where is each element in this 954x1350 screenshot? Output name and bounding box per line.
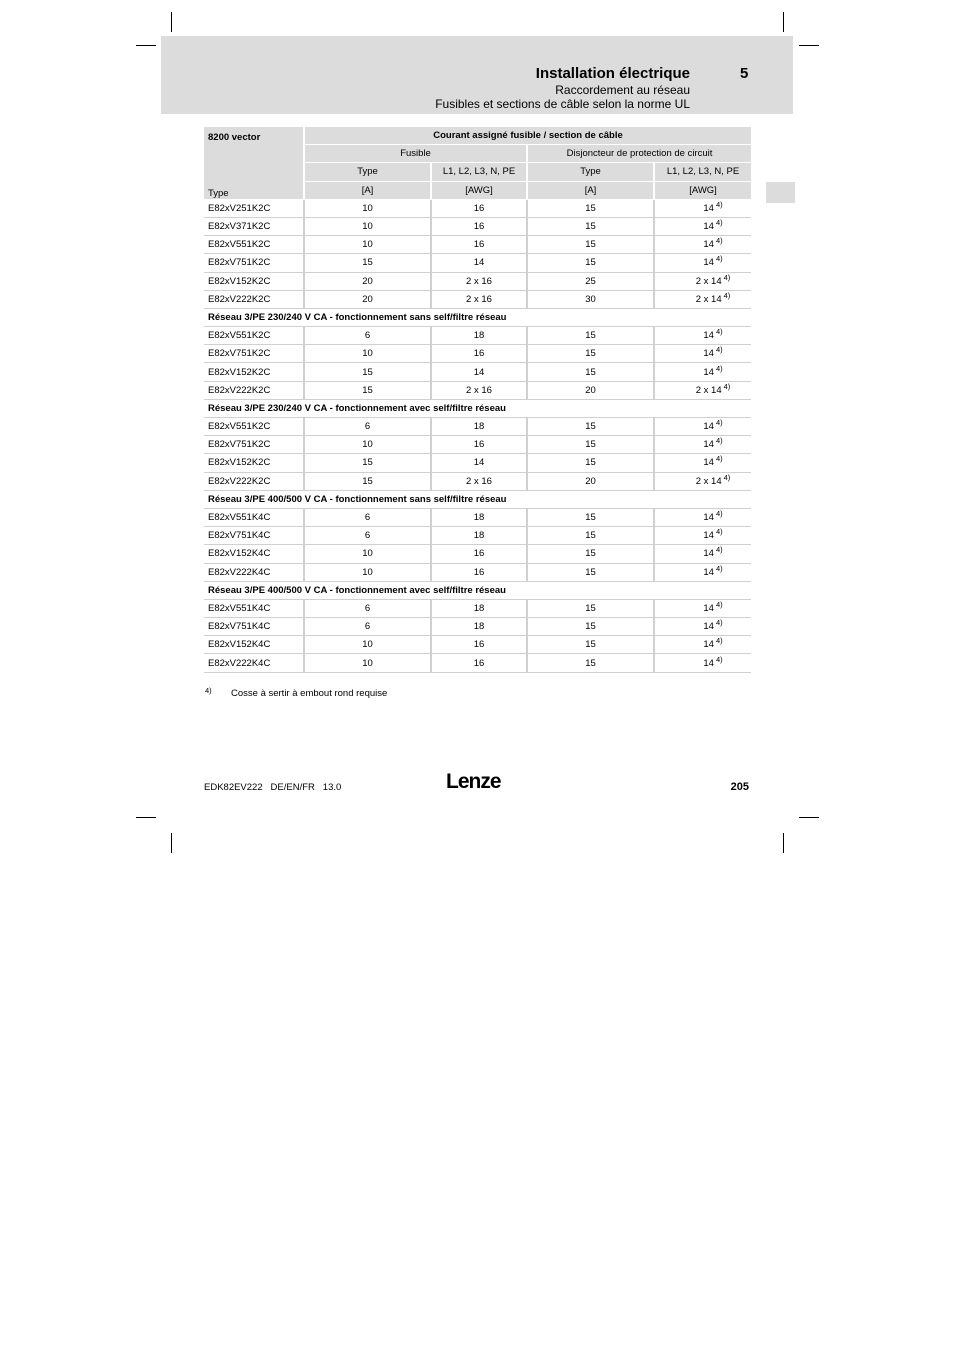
- table-cell: [654, 654, 751, 672]
- table-row: [204, 272, 751, 290]
- footnote-ref: 4): [715, 345, 723, 355]
- section-title: Réseau 3/PE 230/240 V CA - fonctionnement sans self/filtre réseau: [204, 308, 751, 326]
- table-cell: 15: [527, 563, 654, 581]
- awg-value: [703, 636, 723, 651]
- table-row: [204, 563, 751, 581]
- awg-value: [703, 509, 723, 524]
- table-cell: E82xV551K4C: [204, 599, 304, 617]
- cell-value: 14: [703, 366, 714, 378]
- table-cell: E82xV751K4C: [204, 618, 304, 636]
- table-row: [204, 508, 751, 526]
- table-row: [204, 472, 751, 490]
- table-row: [204, 654, 751, 672]
- table-cell: 18: [431, 508, 527, 526]
- table-cell: 10: [304, 236, 431, 254]
- table-cell: 18: [431, 599, 527, 617]
- table-cell: 10: [304, 654, 431, 672]
- table-cell: 10: [304, 436, 431, 454]
- header-main: Courant assigné fusible / section de câble: [304, 127, 751, 145]
- crop-mark: [783, 12, 784, 32]
- awg-value: [695, 472, 731, 487]
- awg-value: [695, 272, 731, 287]
- table-cell: 30: [527, 290, 654, 308]
- cell-value: 14: [703, 457, 714, 469]
- awg-value: [703, 599, 723, 614]
- table-cell: 15: [527, 545, 654, 563]
- table-cell: 16: [431, 563, 527, 581]
- section-title: Réseau 3/PE 400/500 V CA - fonctionnement avec self/filtre réseau: [204, 581, 751, 599]
- footnote-ref: 4): [715, 199, 723, 209]
- awg-value: [703, 199, 723, 214]
- table-row: [204, 545, 751, 563]
- section-title: Réseau 3/PE 230/240 V CA - fonctionnement avec self/filtre réseau: [204, 399, 751, 417]
- table-cell: 25: [527, 272, 654, 290]
- table-cell: 14: [431, 363, 527, 381]
- table-cell: 15: [304, 454, 431, 472]
- header-unit: [AWG]: [431, 181, 527, 199]
- table-cell: E82xV551K4C: [204, 508, 304, 526]
- table-cell: 18: [431, 327, 527, 345]
- table-cell: E82xV551K2C: [204, 236, 304, 254]
- page-number: 205: [730, 781, 749, 793]
- table-cell: 15: [304, 254, 431, 272]
- awg-value: [703, 527, 723, 542]
- table-cell: 16: [431, 654, 527, 672]
- table-cell: E82xV152K2C: [204, 454, 304, 472]
- table-cell: 15: [527, 254, 654, 272]
- crop-mark: [799, 45, 819, 46]
- table-cell: [654, 545, 751, 563]
- header-fuse-type: Type: [304, 163, 431, 181]
- table-row: [204, 199, 751, 217]
- table-cell: [654, 636, 751, 654]
- section-subtitle: Fusibles et sections de câble selon la norme UL: [435, 97, 690, 111]
- footnote-ref: 4): [715, 363, 723, 373]
- table-cell: E82xV152K2C: [204, 272, 304, 290]
- table-cell: 16: [431, 236, 527, 254]
- awg-value: [703, 545, 723, 560]
- table-cell: [654, 363, 751, 381]
- table-cell: 15: [527, 345, 654, 363]
- table-cell: [654, 327, 751, 345]
- section-row: [204, 581, 751, 599]
- table-cell: E82xV222K2C: [204, 290, 304, 308]
- table-cell: [654, 472, 751, 490]
- table-cell: 15: [304, 381, 431, 399]
- cell-value: 14: [703, 421, 714, 433]
- table-cell: [654, 254, 751, 272]
- section-row: [204, 399, 751, 417]
- crop-mark: [799, 817, 819, 818]
- table-cell: E82xV152K4C: [204, 636, 304, 654]
- table-cell: [654, 290, 751, 308]
- table-cell: 15: [527, 454, 654, 472]
- chapter-title: Installation électrique: [535, 65, 690, 82]
- table-row: [204, 236, 751, 254]
- table-cell: 15: [527, 236, 654, 254]
- table-cell: 15: [527, 599, 654, 617]
- table-cell: 14: [431, 254, 527, 272]
- table-cell: 2 x 16: [431, 272, 527, 290]
- table-cell: E82xV751K4C: [204, 527, 304, 545]
- table-cell: 6: [304, 599, 431, 617]
- awg-value: [703, 654, 723, 669]
- header-unit: [AWG]: [654, 181, 751, 199]
- table-cell: 18: [431, 527, 527, 545]
- header-breaker-type: Type: [527, 163, 654, 181]
- fuse-cable-table: [204, 127, 751, 673]
- header-fuse: Fusible: [304, 145, 527, 163]
- table-cell: E82xV371K2C: [204, 217, 304, 235]
- table-cell: 10: [304, 345, 431, 363]
- table-cell: [654, 199, 751, 217]
- table-cell: 20: [527, 381, 654, 399]
- footnote-ref: 4): [715, 509, 723, 519]
- awg-value: [703, 454, 723, 469]
- header-breaker-wire: L1, L2, L3, N, PE: [654, 163, 751, 181]
- crop-mark: [171, 12, 172, 32]
- header-unit: [A]: [304, 181, 431, 199]
- awg-value: [703, 254, 723, 269]
- awg-value: [703, 363, 723, 378]
- cell-value: 14: [703, 239, 714, 251]
- section-title: Réseau 3/PE 400/500 V CA - fonctionnement sans self/filtre réseau: [204, 490, 751, 508]
- crop-mark: [136, 45, 156, 46]
- awg-value: [703, 236, 723, 251]
- table-cell: 14: [431, 454, 527, 472]
- awg-value: [695, 381, 731, 396]
- table-row: [204, 599, 751, 617]
- table-cell: [654, 345, 751, 363]
- table-cell: [654, 618, 751, 636]
- table-row: [204, 290, 751, 308]
- footnote-ref: 4): [715, 327, 723, 337]
- header-unit: [A]: [527, 181, 654, 199]
- cell-value: 2 x 14: [695, 275, 722, 287]
- table-cell: 18: [431, 618, 527, 636]
- table-cell: E82xV751K2C: [204, 436, 304, 454]
- table-cell: [654, 508, 751, 526]
- table-cell: 2 x 16: [431, 381, 527, 399]
- awg-value: [703, 327, 723, 342]
- table-cell: E82xV251K2C: [204, 199, 304, 217]
- footnote-ref: 4): [723, 290, 731, 300]
- table-cell: 6: [304, 527, 431, 545]
- table-cell: 10: [304, 199, 431, 217]
- cell-value: 14: [703, 566, 714, 578]
- footnote-ref: 4): [723, 472, 731, 482]
- table-row: [204, 254, 751, 272]
- cell-value: 14: [703, 548, 714, 560]
- cell-value: 14: [703, 639, 714, 651]
- table-cell: 10: [304, 563, 431, 581]
- awg-value: [695, 290, 731, 305]
- table-row: [204, 363, 751, 381]
- footnote-ref: 4): [715, 236, 723, 246]
- table-row: [204, 418, 751, 436]
- table-cell: 20: [304, 272, 431, 290]
- awg-value: [703, 436, 723, 451]
- table-cell: 20: [304, 290, 431, 308]
- table-cell: 2 x 16: [431, 290, 527, 308]
- header-device: [204, 127, 304, 199]
- table-row: [204, 217, 751, 235]
- footnote-ref: 4): [715, 218, 723, 228]
- table-cell: E82xV751K2C: [204, 254, 304, 272]
- table-row: [204, 381, 751, 399]
- table-header-row: [204, 127, 751, 145]
- table-cell: [654, 599, 751, 617]
- chapter-side-tab: [766, 182, 795, 203]
- table-cell: [654, 272, 751, 290]
- table-cell: [654, 217, 751, 235]
- table-cell: 15: [527, 527, 654, 545]
- table-cell: 10: [304, 545, 431, 563]
- table-cell: E82xV152K4C: [204, 545, 304, 563]
- section-row: [204, 308, 751, 326]
- table-cell: 20: [527, 472, 654, 490]
- table-row: [204, 527, 751, 545]
- table-row: [204, 618, 751, 636]
- awg-value: [703, 345, 723, 360]
- footnote-ref: 4): [715, 654, 723, 664]
- footnote-ref: 4): [715, 436, 723, 446]
- table-cell: 10: [304, 636, 431, 654]
- table-cell: [654, 381, 751, 399]
- header-device-label: 8200 vector: [208, 132, 261, 143]
- table-cell: [654, 563, 751, 581]
- header-type-label: Type: [208, 188, 229, 199]
- footnote-text: Cosse à sertir à embout rond requise: [231, 688, 388, 699]
- cell-value: 14: [703, 221, 714, 233]
- table-cell: 2 x 16: [431, 472, 527, 490]
- footnote-ref: 4): [715, 418, 723, 428]
- table-cell: 15: [527, 654, 654, 672]
- table-cell: 18: [431, 418, 527, 436]
- section-row: [204, 490, 751, 508]
- footnote-mark: 4): [205, 686, 212, 695]
- footnote-ref: 4): [715, 454, 723, 464]
- cell-value: 2 x 14: [695, 384, 722, 396]
- table-cell: [654, 454, 751, 472]
- cell-value: 2 x 14: [695, 475, 722, 487]
- table-cell: [654, 236, 751, 254]
- cell-value: 14: [703, 657, 714, 669]
- cell-value: 14: [703, 530, 714, 542]
- table-cell: E82xV751K2C: [204, 345, 304, 363]
- table-cell: 15: [527, 217, 654, 235]
- table-cell: 15: [527, 327, 654, 345]
- table-cell: 6: [304, 508, 431, 526]
- table-cell: 15: [304, 472, 431, 490]
- footnote-ref: 4): [723, 272, 731, 282]
- table-cell: 15: [527, 418, 654, 436]
- awg-value: [703, 418, 723, 433]
- table-cell: E82xV551K2C: [204, 418, 304, 436]
- cell-value: 14: [703, 512, 714, 524]
- footnote-ref: 4): [715, 599, 723, 609]
- footnote-ref: 4): [715, 527, 723, 537]
- header-fuse-wire: L1, L2, L3, N, PE: [431, 163, 527, 181]
- table-cell: 6: [304, 618, 431, 636]
- footnote-ref: 4): [723, 381, 731, 391]
- table-row: [204, 327, 751, 345]
- table-cell: 16: [431, 199, 527, 217]
- footnote-ref: 4): [715, 545, 723, 555]
- table-cell: 15: [527, 636, 654, 654]
- cell-value: 14: [703, 330, 714, 342]
- crop-mark: [136, 817, 156, 818]
- table-cell: 15: [527, 199, 654, 217]
- table-cell: 15: [304, 363, 431, 381]
- footnote-ref: 4): [715, 618, 723, 628]
- cell-value: 14: [703, 257, 714, 269]
- cell-value: 2 x 14: [695, 293, 722, 305]
- table-cell: 16: [431, 345, 527, 363]
- cell-value: 14: [703, 348, 714, 360]
- table-cell: 6: [304, 418, 431, 436]
- cell-value: 14: [703, 439, 714, 451]
- crop-mark: [171, 833, 172, 853]
- table-cell: 10: [304, 217, 431, 235]
- header-breaker: Disjoncteur de protection de circuit: [527, 145, 751, 163]
- table-cell: 16: [431, 636, 527, 654]
- footnote-ref: 4): [715, 563, 723, 573]
- chapter-number: 5: [740, 65, 749, 82]
- table-row: [204, 345, 751, 363]
- cell-value: 14: [703, 602, 714, 614]
- table-cell: [654, 418, 751, 436]
- table-cell: 15: [527, 508, 654, 526]
- table-cell: 15: [527, 436, 654, 454]
- table-cell: [654, 527, 751, 545]
- table-cell: E82xV222K2C: [204, 381, 304, 399]
- table-cell: 15: [527, 363, 654, 381]
- section-subtitle: Raccordement au réseau: [555, 83, 690, 97]
- table-cell: 16: [431, 217, 527, 235]
- footnote-ref: 4): [715, 254, 723, 264]
- table-cell: 16: [431, 545, 527, 563]
- footnote-ref: 4): [715, 636, 723, 646]
- table-cell: 16: [431, 436, 527, 454]
- table-cell: E82xV222K4C: [204, 563, 304, 581]
- table-cell: E82xV222K4C: [204, 654, 304, 672]
- awg-value: [703, 218, 723, 233]
- table-row: [204, 636, 751, 654]
- table-cell: E82xV152K2C: [204, 363, 304, 381]
- table-cell: 15: [527, 618, 654, 636]
- table-cell: E82xV222K2C: [204, 472, 304, 490]
- crop-mark: [783, 833, 784, 853]
- lenze-logo: Lenze: [446, 770, 501, 793]
- awg-value: [703, 563, 723, 578]
- cell-value: 14: [703, 621, 714, 633]
- table-row: [204, 436, 751, 454]
- table-cell: 6: [304, 327, 431, 345]
- table-cell: [654, 436, 751, 454]
- table-row: [204, 454, 751, 472]
- table-cell: E82xV551K2C: [204, 327, 304, 345]
- document-id: EDK82EV222 DE/EN/FR 13.0: [204, 782, 342, 793]
- cell-value: 14: [703, 202, 714, 214]
- awg-value: [703, 618, 723, 633]
